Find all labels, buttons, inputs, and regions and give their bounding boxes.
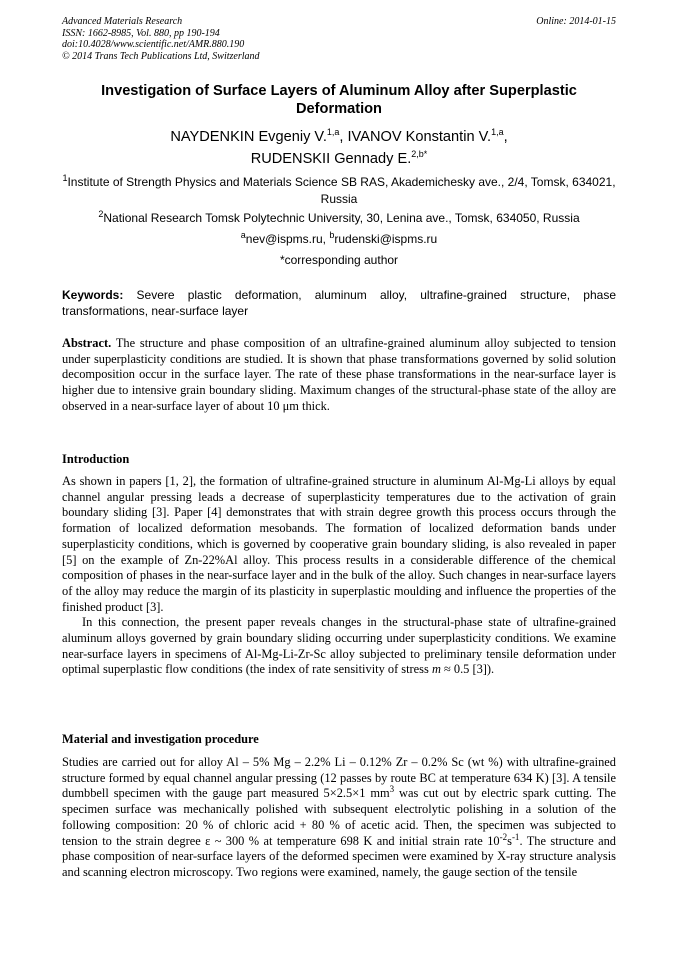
author-superscript: 2,b* bbox=[411, 149, 428, 160]
exponent-superscript: -2 bbox=[499, 831, 508, 842]
corresponding-author-note: *corresponding author bbox=[279, 253, 399, 267]
affiliation-text: Institute of Strength Physics and Materials Science SB RAS, Akademichesky ave., 2/4, Tomsk, 634021, Russia bbox=[67, 175, 616, 206]
paragraph-text: Studies are carried out for alloy Al – 5% Mg – 2.2% Li – 0.12% Zr – 0.2% Sc (wt %) with ultrafine-grained structure formed by equal channel angular pressing (12 passes by route BC at temperature 634 K) [3]. A tensile dumbbell specimen with the gauge part measured 5×2.5×1 mm bbox=[62, 755, 616, 801]
rate-sensitivity-symbol: m bbox=[431, 662, 441, 677]
author-name: IVANOV Konstantin V. bbox=[347, 129, 492, 145]
affiliation-superscript: 2 bbox=[98, 209, 104, 219]
author-list: NAYDENKIN Evgeniy V.$^{1,a}$, IVANOV Konstantin V.$^{1,a}$, RUDENSKII Gennady E.$^{2,b*}$ bbox=[170, 127, 508, 167]
paragraph-text: s bbox=[507, 833, 512, 848]
affiliation-2 bbox=[62, 210, 616, 227]
issn-line: ISSN: 1662-8985, Vol. 880, pp 190-194 bbox=[62, 27, 220, 39]
author-superscript: 1,a bbox=[491, 127, 504, 138]
doi-line: doi:10.4028/www.scientific.net/AMR.880.190 bbox=[62, 39, 245, 50]
unit-superscript: 3 bbox=[389, 784, 395, 795]
abstract-text: The structure and phase composition of an ultrafine-grained aluminum alloy subjected to tension under superplasticity conditions are studied. It is shown that phase transformations governed by solid solution decomposition occur in the surface layer. The rate of these phase transformations in the near-surface layer is higher due to intensive grain boundary sliding. Maximum changes of the structural-phase state of the alloy are observed in a near-surface layer of about 10 μm thick. bbox=[62, 336, 616, 413]
paper-title: Investigation of Surface Layers of Aluminum Alloy after Superplastic Deformation bbox=[101, 83, 577, 117]
paragraph-text: . The structure and phase composition of near-surface layers of the deformed specimen were examined by X-ray structure analysis and scanning electron microscopy. Two regions were examined, namely, the gauge section of the tensile bbox=[62, 833, 617, 879]
paragraph-text: was cut out by electric spark cutting. The specimen surface was mechanically polished with subsequent electrolytic polishing in a solution of the following composition: 20 % of chloric acid + 80 % of acetic acid. Then, the specimen was subjected to tension to the strain degree ε ~ 300 % at temperature 698 K and initial strain rate 10 bbox=[62, 786, 616, 848]
introduction-paragraph-1: As shown in papers [1, 2], the formation of ultrafine-grained structure in aluminum Al-Mg-Li alloys by equal channel angular pressing leads a decrease of superplasticity temperatures due to the activation of grain boundary sliding [3]. Paper [4] demonstrates that with strain degree growth this process occurs through the formation of localized deformation mesobands. The formation of localized deformation bands under superplasticity conditions, which is governed by cooperative grain boundary sliding, is also revealed in paper [5] on the example of Zn-22%Al alloy. This process results in a considerable difference of the chemical composition of phases in the near-surface layer and in the bulk of the alloy. Such changes in near-surface layers of the alloy may reduce the margin of its plasticity in superplastic moulding and influence the properties of the finished product [3]. bbox=[62, 474, 616, 614]
methods-paragraph-1 bbox=[62, 755, 616, 881]
introduction-paragraph-2 bbox=[62, 615, 616, 678]
email-superscript: b bbox=[329, 230, 335, 240]
paragraph-text: In this connection, the present paper reveals changes in the structural-phase state of ultrafine-grained aluminum alloys governed by grain boundary sliding occurring under superplasticity conditions. We examine near-surface layers in specimens of Al-Mg-Li-Zr-Sc alloy subjected to preliminary tensile deformation under optimal superplastic flow conditions (the index of rate sensitivity of stress bbox=[62, 615, 616, 677]
methods-body bbox=[62, 755, 616, 881]
author-name: NAYDENKIN Evgeniy V. bbox=[170, 129, 327, 145]
email-line bbox=[62, 231, 616, 248]
methods-heading: Material and investigation procedure bbox=[62, 732, 259, 746]
abstract-label: Abstract. bbox=[62, 336, 112, 350]
affiliation-superscript: 1 bbox=[62, 173, 68, 183]
journal-name: Advanced Materials Research bbox=[62, 16, 183, 27]
email-a: nev@ispms.ru, bbox=[245, 232, 326, 246]
introduction-heading: Introduction bbox=[62, 452, 130, 466]
introduction-body bbox=[62, 474, 616, 678]
online-date: Online: 2014-01-15 bbox=[536, 16, 616, 27]
affiliation-1 bbox=[62, 174, 616, 208]
author-name: RUDENSKII Gennady E. bbox=[250, 151, 412, 167]
email-superscript: a bbox=[240, 230, 246, 240]
paragraph-text: ≈ 0.5 [3]). bbox=[440, 662, 495, 677]
keywords-text: Severe plastic deformation, aluminum alloy, ultrafine-grained structure, phase transformations, near-surface layer bbox=[62, 288, 616, 318]
journal-header bbox=[62, 16, 616, 62]
copyright-line: © 2014 Trans Tech Publications Ltd, Switzerland bbox=[62, 50, 260, 62]
author-superscript: 1,a bbox=[326, 127, 340, 138]
exponent-superscript: -1 bbox=[511, 831, 520, 842]
keywords-block bbox=[62, 287, 616, 319]
email-b: rudenski@ispms.ru bbox=[334, 232, 438, 246]
affiliation-text: National Research Tomsk Polytechnic University, 30, Lenina ave., Tomsk, 634050, Russia bbox=[103, 211, 580, 225]
keywords-label: Keywords: bbox=[62, 288, 124, 302]
abstract-block bbox=[62, 336, 616, 415]
